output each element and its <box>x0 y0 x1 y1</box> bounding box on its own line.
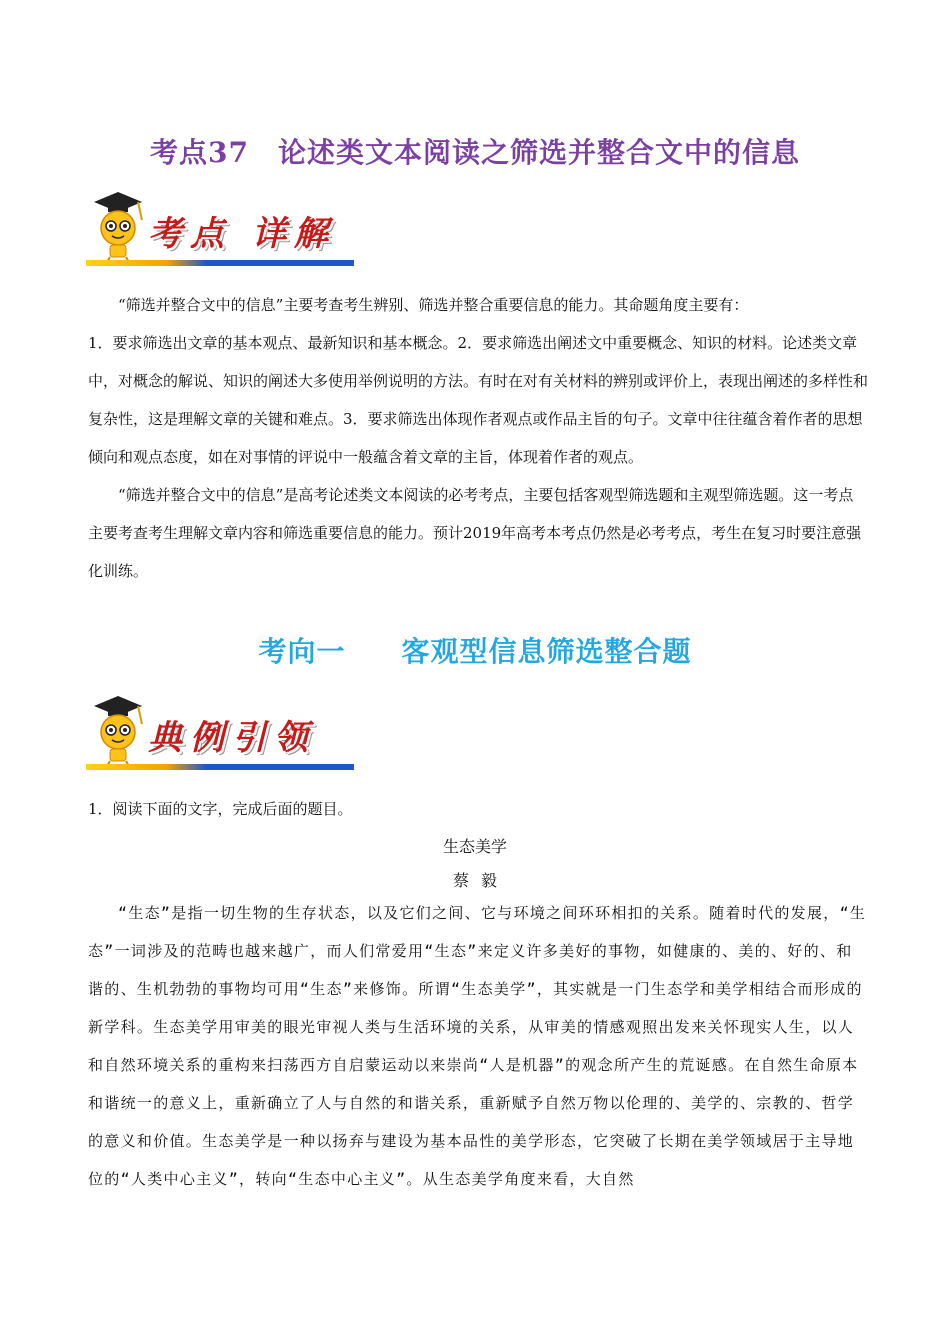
section-heading <box>0 630 950 670</box>
scholar-mascot-icon <box>88 694 148 770</box>
banner-example <box>86 694 356 774</box>
section-title: 客观型信息筛选整合题 <box>401 635 692 668</box>
banner-underline <box>86 764 354 770</box>
page-title: 考点37 论述类文本阅读之筛选并整合文中的信息 <box>150 136 800 169</box>
intro-section <box>88 286 868 590</box>
section-label: 考向一 <box>258 635 346 668</box>
article-body <box>88 894 868 1198</box>
article-paragraph: “生态”是指一切生物的生存状态，以及它们之间、它与环境之间环环相扣的关系。随着时代的发展，“生态”一词涉及的范畴也越来越广，而人们常爱用“生态”来定义许多美好的事物，如健康的、美的、好的、和谐的、生机勃勃的事物均可用“生态”来修饰。所谓“生态美学”，其实就是一门生态学和美学相结合而形成的新学科。生态美学用审美的眼光审视人类与生活环境的关系，从审美的情感观照出发来关怀现实人生，以人和自然环境关系的重构来扫荡西方自启蒙运动以来崇尚“人是机器”的观念所产生的荒诞感。在自然生命原本和谐统一的意义上，重新确立了人与自然的和谐关系，重新赋予自然万物以伦理的、美学的、宗教的、哲学的意义和价值。生态美学是一种以扬弃与建设为基本品性的美学形态，它突破了长期在美学领域居于主导地位的“人类中心主义”，转向“生态中心主义”。从生态美学角度来看，大自然 <box>88 904 867 1188</box>
banner-example-label: 典例引领 <box>148 718 316 758</box>
article-title: 生态美学 <box>442 837 507 856</box>
intro-paragraph-1: “筛选并整合文中的信息”主要考查考生辨别、筛选并整合重要信息的能力。其命题角度主要有： <box>118 296 749 314</box>
intro-paragraph-3: “筛选并整合文中的信息”是高考论述类文本阅读的必考考点，主要包括客观型筛选题和主观型筛选题。这一考点主要考查考生理解文章内容和筛选重要信息的能力。预计2019年高考本考点仍然是必考考点，考生在复习时要注意强化训练。 <box>88 486 862 580</box>
scholar-mascot-icon <box>88 190 148 266</box>
article-author: 蔡毅 <box>452 871 509 890</box>
question-prompt: 1．阅读下面的文字，完成后面的题目。 <box>88 800 353 818</box>
banner-detail <box>86 190 356 270</box>
banner-underline <box>86 260 354 266</box>
intro-paragraph-2: 1．要求筛选出文章的基本观点、最新知识和基本概念。2．要求筛选出阐述文中重要概念、知识的材料。论述类文章中，对概念的解说、知识的阐述大多使用举例说明的方法。有时在对有关材料的辨别或评价上，表现出阐述的多样性和复杂性，这是理解文章的关键和难点。3．要求筛选出体现作者观点或作品主旨的句子。文章中往往蕴含着作者的思想倾向和观点态度，如在对事情的评说中一般蕴含着文章的主旨，体现着作者的观点。 <box>88 334 869 466</box>
banner-detail-label: 考点 详解 <box>148 214 336 254</box>
